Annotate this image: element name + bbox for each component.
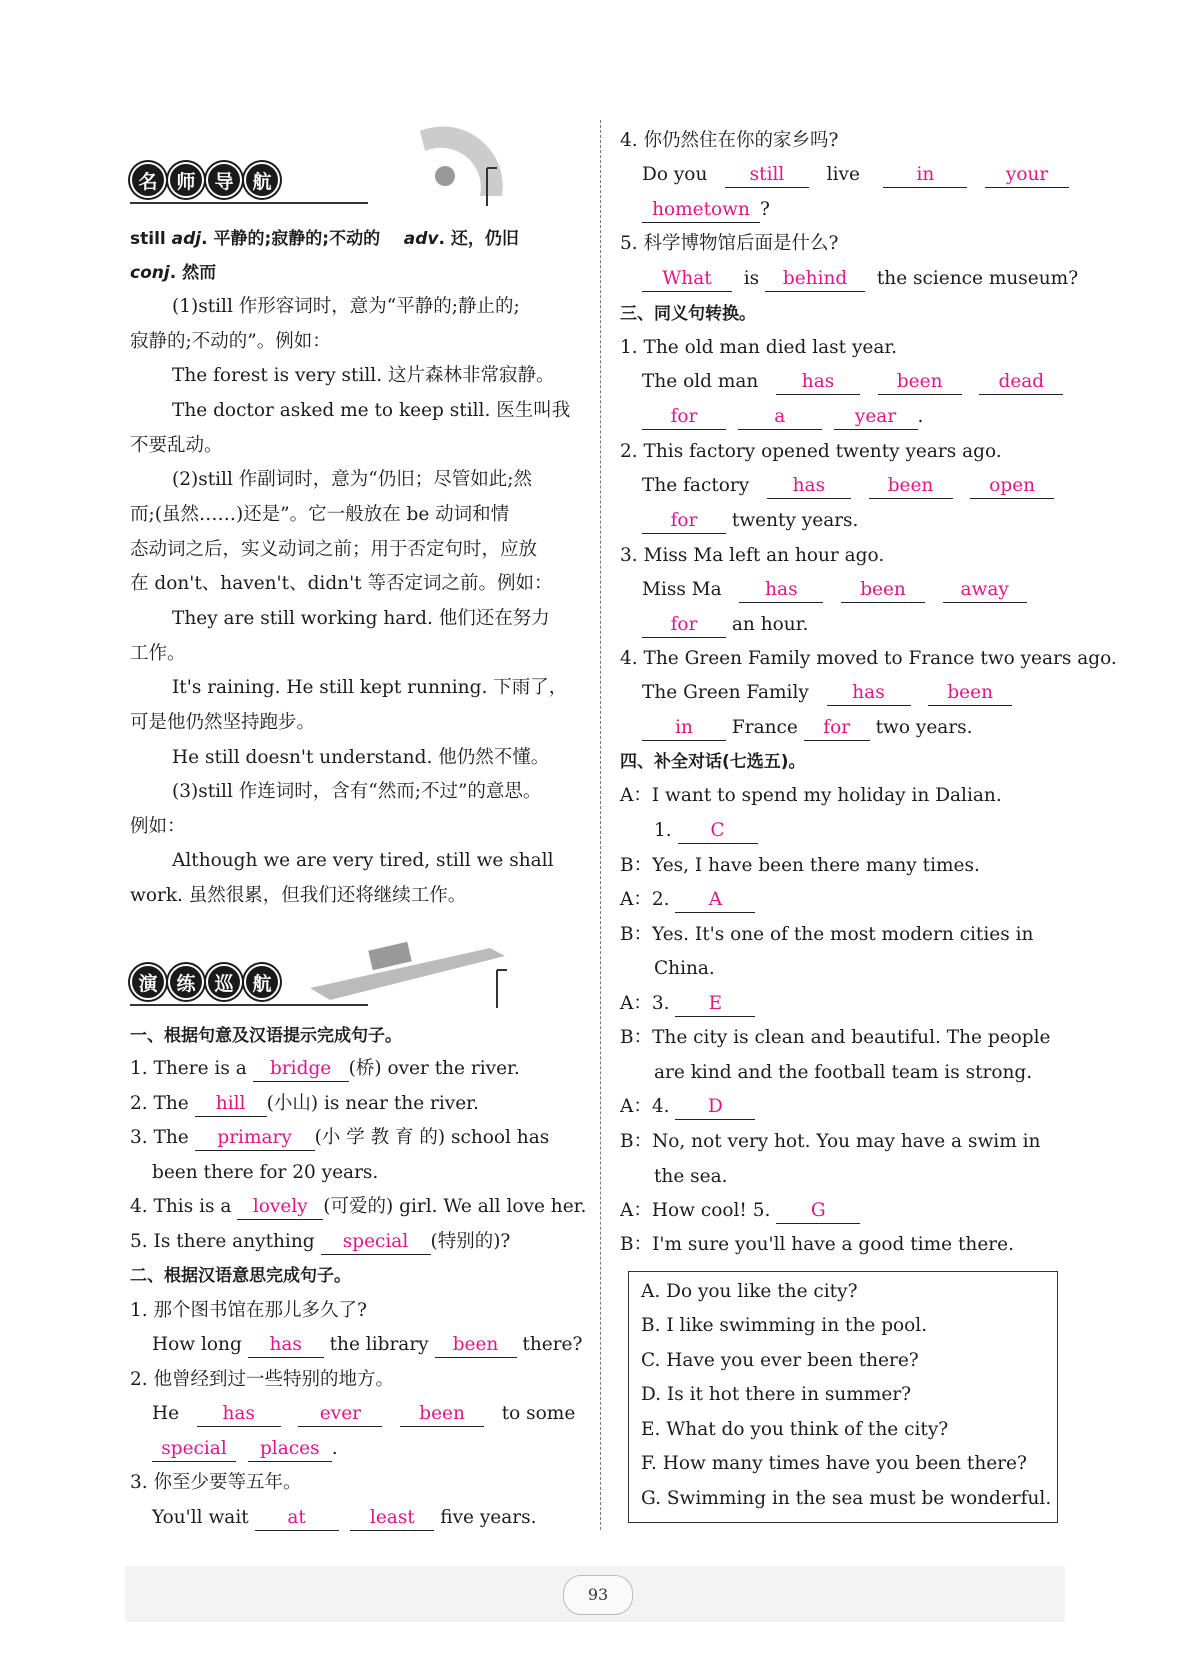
answer-blank: primary <box>195 1127 315 1151</box>
header1-char: 名 <box>130 162 166 198</box>
dialog-blank-2: A：2. A <box>620 887 755 913</box>
answer-blank: E <box>675 993 755 1017</box>
def-word: still <box>130 229 166 249</box>
header2-char: 巡 <box>206 964 242 1000</box>
definition-line-2 <box>130 260 216 286</box>
answer-blank: A <box>675 889 755 913</box>
header2-char: 练 <box>168 964 204 1000</box>
sec2-q3-cn: 3. 你至少要等五年。 <box>130 1472 302 1493</box>
dialog-line: are kind and the football team is strong. <box>654 1062 1033 1083</box>
example-text: work. 虽然很累，但我们还将继续工作。 <box>130 885 467 906</box>
answer-blank: bridge <box>253 1058 349 1082</box>
option-item: B. I like swimming in the pool. <box>641 1315 928 1336</box>
option-item: G. Swimming in the sea must be wonderful. <box>641 1488 1052 1509</box>
def-adj-meaning: . 平静的;寂静的;不动的 <box>201 229 381 249</box>
def-adj: adj <box>171 229 202 249</box>
answer-blank: at <box>255 1507 339 1531</box>
sec3-q4-orig: 4. The Green Family moved to France two years ago. <box>620 648 1117 669</box>
answer-blank: G <box>776 1200 860 1224</box>
sec2-q2-line: He has ever been to some <box>152 1401 575 1427</box>
example-text: Although we are very tired, still we shall <box>172 850 554 871</box>
sec3-q3-line2: for an hour. <box>642 612 808 638</box>
header2-char: 航 <box>244 964 280 1000</box>
answer-blank: has <box>767 475 851 499</box>
example-text: The forest is very still. 这片森林非常寂静。 <box>172 365 555 386</box>
example-text: He still doesn't understand. 他仍然不懂。 <box>172 747 550 768</box>
example-text: 不要乱动。 <box>130 435 223 456</box>
sec3-q2-line: The factory has been open <box>642 473 1054 499</box>
def-adv: adv <box>403 229 439 249</box>
section-2-title: 二、根据汉语意思完成句子。 <box>130 1266 351 1286</box>
option-item: D. Is it hot there in summer? <box>641 1384 912 1405</box>
answer-blank: lovely <box>237 1196 323 1220</box>
section-4-title: 四、补全对话(七选五)。 <box>620 752 806 772</box>
answer-blank: has <box>197 1403 281 1427</box>
example-text: 工作。 <box>130 643 186 664</box>
sec1-q5: 5. Is there anything special (特别的)? <box>130 1229 510 1255</box>
answer-blank: been <box>841 579 925 603</box>
sec1-q3-cont: been there for 20 years. <box>152 1162 379 1183</box>
answer-blank: has <box>776 371 860 395</box>
dialog-blank-5: A：How cool! 5. G <box>620 1198 860 1224</box>
dialog-line: B：The city is clean and beautiful. The people <box>620 1027 1051 1048</box>
example-text: It's raining. He still kept running. 下雨了， <box>172 677 568 698</box>
sec2-q2-cn: 2. 他曾经到过一些特别的地方。 <box>130 1369 395 1390</box>
sec3-q1-orig: 1. The old man died last year. <box>620 337 898 358</box>
sec3-q3-orig: 3. Miss Ma left an hour ago. <box>620 545 885 566</box>
para-text: 例如： <box>130 816 186 837</box>
header2-char: 演 <box>130 964 166 1000</box>
section-3-title: 三、同义句转换。 <box>620 304 756 324</box>
sec3-q4-line: The Green Family has been <box>642 680 1012 706</box>
sec1-q1: 1. There is a bridge (桥) over the river. <box>130 1056 520 1082</box>
sec2-q2-line2: special places . <box>152 1436 338 1462</box>
answer-blank: places <box>248 1438 332 1462</box>
dialog-blank-3: A：3. E <box>620 991 755 1017</box>
sec2-q4-line2: hometown ? <box>642 197 770 223</box>
option-item: A. Do you like the city? <box>641 1281 858 1302</box>
def-adv-meaning: . 还，仍旧 <box>438 229 519 249</box>
sec2-q4-cn: 4. 你仍然住在你的家乡吗? <box>620 130 839 151</box>
answer-blank: still <box>725 164 809 188</box>
option-item: E. What do you think of the city? <box>641 1419 949 1440</box>
para-text: 态动词之后，实义动词之前；用于否定句时，应放 <box>130 539 538 560</box>
answer-blank: has <box>248 1334 324 1358</box>
answer-blank: for <box>804 717 870 741</box>
answer-blank: hometown <box>642 199 760 223</box>
answer-blank: been <box>878 371 962 395</box>
answer-blank: been <box>400 1403 484 1427</box>
dialog-line: B：Yes, I have been there many times. <box>620 855 980 876</box>
dialog-line: China. <box>654 958 715 979</box>
dialog-line: B：I'm sure you'll have a good time there. <box>620 1234 1014 1255</box>
sec2-q3-line: You'll wait at least five years. <box>152 1505 537 1531</box>
answer-blank: for <box>642 614 726 638</box>
para-text: 在 don't、haven't、didn't 等否定词之前。例如： <box>130 573 553 594</box>
dialog-blank-4: A：4. D <box>620 1094 755 1120</box>
para-text: 寂静的;不动的”。例如： <box>130 331 331 352</box>
option-item: F. How many times have you been there? <box>641 1453 1027 1474</box>
answer-blank: special <box>152 1438 236 1462</box>
answer-blank: your <box>985 164 1069 188</box>
page-number: 93 <box>563 1575 633 1615</box>
example-text: They are still working hard. 他们还在努力 <box>172 608 550 629</box>
sec3-q3-line: Miss Ma has been away <box>642 577 1027 603</box>
answer-blank: ever <box>298 1403 382 1427</box>
sec2-q5-cn: 5. 科学博物馆后面是什么? <box>620 233 839 254</box>
answer-blank: been <box>435 1334 517 1358</box>
header1-char: 导 <box>206 162 242 198</box>
answer-blank: a <box>738 406 822 430</box>
answer-blank: behind <box>765 268 865 292</box>
dialog-line: the sea. <box>654 1166 728 1187</box>
example-text: The doctor asked me to keep still. 医生叫我 <box>172 400 571 421</box>
answer-blank: for <box>642 406 726 430</box>
dialog-blank-1: 1. C <box>654 818 758 844</box>
sec2-q1-line: How long has the library been there? <box>152 1332 582 1358</box>
sec3-q2-orig: 2. This factory opened twenty years ago. <box>620 441 1002 462</box>
answer-blank: C <box>678 820 758 844</box>
answer-blank: What <box>642 268 732 292</box>
options-box <box>628 1271 1058 1523</box>
para-text: 而;(虽然……)还是”。它一般放在 be 动词和情 <box>130 504 510 525</box>
dialog-line: B：No, not very hot. You may have a swim in <box>620 1131 1041 1152</box>
sec3-q2-line2: for twenty years. <box>642 508 858 534</box>
answer-blank: least <box>350 1507 434 1531</box>
dialog-line: A：I want to spend my holiday in Dalian. <box>620 785 1002 806</box>
answer-blank: special <box>321 1231 431 1255</box>
answer-blank: year <box>834 406 918 430</box>
para-text: (3)still 作连词时，含有“然而;不过”的意思。 <box>172 781 542 802</box>
header1-char: 航 <box>244 162 280 198</box>
sec2-q1-cn: 1. 那个图书馆在那儿多久了? <box>130 1300 367 1321</box>
para-text: (1)still 作形容词时，意为“平静的;静止的; <box>172 296 520 317</box>
sec2-q4-line: Do you still live in your <box>642 162 1069 188</box>
answer-blank: been <box>928 682 1012 706</box>
sec1-q2: 2. The hill (小山) is near the river. <box>130 1091 479 1117</box>
section-1-title: 一、根据句意及汉语提示完成句子。 <box>130 1026 402 1046</box>
sec1-q4: 4. This is a lovely (可爱的) girl. We all love her. <box>130 1194 586 1220</box>
para-text: (2)still 作副词时，意为“仍旧；尽管如此;然 <box>172 469 532 490</box>
option-item: C. Have you ever been there? <box>641 1350 919 1371</box>
def-conj: conj <box>130 263 170 283</box>
answer-blank: been <box>869 475 953 499</box>
definition-line-1 <box>130 226 519 252</box>
sec1-q3: 3. The primary (小 学 教 育 的) school has <box>130 1125 549 1151</box>
answer-blank: open <box>970 475 1054 499</box>
answer-blank: in <box>883 164 967 188</box>
answer-blank: has <box>827 682 911 706</box>
def-conj-meaning: . 然而 <box>169 263 217 283</box>
answer-blank: dead <box>979 371 1063 395</box>
answer-blank: for <box>642 510 726 534</box>
sec3-q1-line2: for a year . <box>642 404 923 430</box>
dialog-line: B：Yes. It's one of the most modern cities in <box>620 924 1034 945</box>
column-divider <box>600 120 601 1530</box>
answer-blank: D <box>675 1096 755 1120</box>
sec2-q5-line: What is behind the science museum? <box>642 266 1078 292</box>
answer-blank: away <box>943 579 1027 603</box>
sec3-q1-line: The old man has been dead <box>642 369 1063 395</box>
answer-blank: in <box>642 717 726 741</box>
sec3-q4-line2: in France for two years. <box>642 715 973 741</box>
answer-blank: has <box>739 579 823 603</box>
header1-char: 师 <box>168 162 204 198</box>
example-text: 可是他仍然坚持跑步。 <box>130 712 316 733</box>
answer-blank: hill <box>195 1093 267 1117</box>
